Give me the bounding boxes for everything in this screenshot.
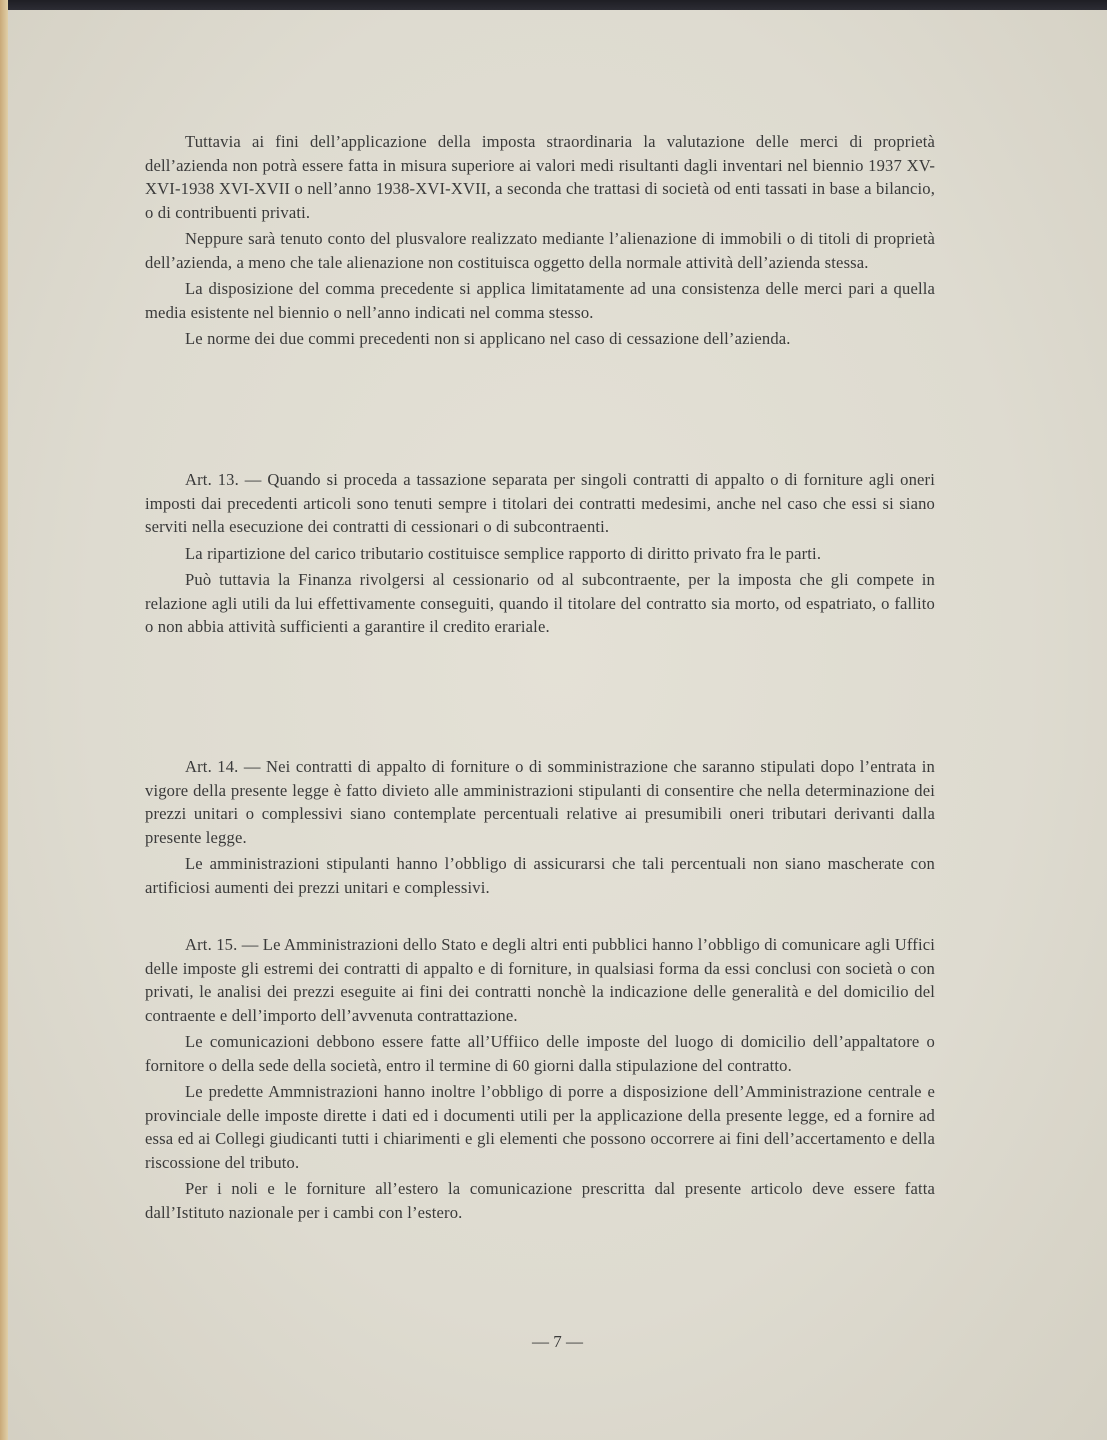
- book-top-edge: [0, 0, 1107, 10]
- article-15: [145, 933, 935, 1227]
- paragraph: La disposizione del comma precedente si applica limitatamente ad una consistenza delle merci pari a quella media esistente nel biennio o nell’anno indicati nel comma stesso.: [145, 279, 935, 322]
- paragraph: Art. 15. — Le Amministrazioni dello Stato e degli altri enti pubblici hanno l’obbligo di comunicare agli Uffici delle imposte gli estremi dei contratti di appalto e di forniture, in qualsiasi forma da essi conclusi con società o con privati, le analisi dei prezzi eseguite ai fini dei contratti nonchè la indicazione delle generalità e del domicilio del contraente e dell’importo dell’avvenuta contrattazione.: [145, 935, 935, 1025]
- section-valutazione-merci: [145, 130, 935, 354]
- paragraph: Le norme dei due commi precedenti non si applicano nel caso di cessazione dell’azienda.: [185, 329, 791, 348]
- paragraph: Art. 14. — Nei contratti di appalto di forniture o di somministrazione che saranno stipulati dopo l’entrata in vigore della presente legge è fatto divieto alle amministrazioni stipulanti di consentire che nella determinazione dei prezzi unitari o complessivi siano contemplate percentuali relative ai presumibili oneri tributari derivanti dalla presente legge.: [145, 757, 935, 847]
- paragraph: Art. 13. — Quando si proceda a tassazione separata per singoli contratti di appalto o di forniture agli oneri imposti dai precedenti articoli sono tenuti sempre i titolari dei contratti medesimi, anche nel caso che essi si siano serviti nella esecuzione dei contratti di cessionari o di subcontraenti.: [145, 470, 935, 536]
- paragraph: Tuttavia ai fini dell’applicazione della imposta straordinaria la valutazione delle merci di proprietà dell’azienda non potrà essere fatta in misura superiore ai valori medi risultanti dagli inventari nel biennio 1937 XV-XVI-1938 XVI-XVII o nell’anno 1938-XVI-XVII, a seconda che trattasi di società od enti tassati in base a bilancio, o di contribuenti privati.: [145, 132, 935, 222]
- article-13: [145, 468, 935, 642]
- document-page: [8, 10, 1107, 1440]
- paragraph: La ripartizione del carico tributario costituisce semplice rapporto di diritto privato fra le parti.: [185, 543, 822, 563]
- paragraph: Le predette Ammnistrazioni hanno inoltre l’obbligo di porre a disposizione dell’Amministrazione centrale e provinciale delle imposte dirette i dati ed i documenti utili per la applicazione della presente legge, ed a fornire ad essa ed ai Collegi giudicanti tutti i chiarimenti e gli elementi che possono occorrere ai fini dell’accertamento e della riscossione del tributo.: [145, 1082, 935, 1172]
- paragraph: Neppure sarà tenuto conto del plusvalore realizzato mediante l’alienazione di immobili o di titoli di proprietà dell’azienda, a meno che tale alienazione non costituisca oggetto della normale attività dell’azienda stessa.: [145, 229, 935, 272]
- article-14: [145, 755, 935, 902]
- paragraph: Per i noli e le forniture all’estero la comunicazione prescritta dal presente articolo deve essere fatta dall’Istituto nazionale per i cambi con l’estero.: [145, 1179, 935, 1222]
- paragraph: Può tuttavia la Finanza rivolgersi al cessionario od al subcontraente, per la imposta che gli compete in relazione agli utili da lui effettivamente conseguiti, quando il titolare del contratto sia morto, od espatriato, o fallito o non abbia attività sufficienti a garantire il credito erariale.: [145, 570, 935, 636]
- page-number: — 7 —: [532, 1332, 583, 1351]
- paragraph: Le comunicazioni debbono essere fatte all’Uffiico delle imposte del luogo di domicilio dell’appaltatore o fornitore o della sede della società, entro il termine di 60 giorni dalla stipulazione del contratto.: [145, 1032, 935, 1075]
- paragraph: Le amministrazioni stipulanti hanno l’obbligo di assicurarsi che tali percentuali non siano mascherate con artificiosi aumenti dei prezzi unitari e complessivi.: [145, 854, 935, 897]
- book-binding-edge: [0, 0, 8, 1440]
